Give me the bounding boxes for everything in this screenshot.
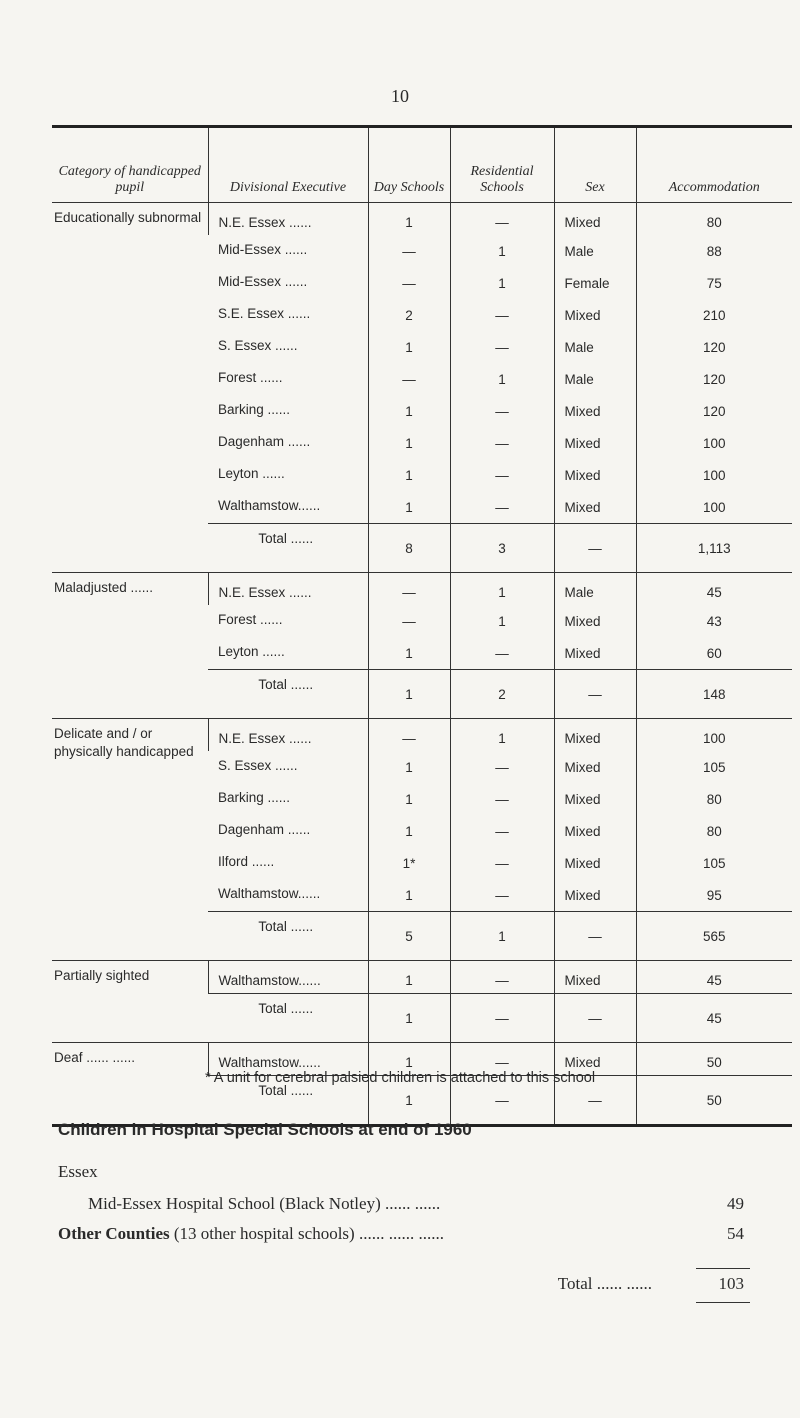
total-residential: 1	[450, 912, 554, 961]
total-bottom-rule	[696, 1302, 750, 1303]
divisional-cell: Walthamstow......	[208, 961, 368, 994]
divisional-cell: Dagenham ......	[218, 822, 311, 837]
divisional-cell: Dagenham ......	[218, 434, 311, 449]
total-accommodation: 565	[636, 912, 792, 961]
divisional-cell: N.E. Essex ......	[208, 719, 368, 752]
divisional-cell: Leyton ......	[218, 644, 285, 659]
page-number: 10	[391, 86, 409, 106]
accommodation-cell: 120	[636, 395, 792, 427]
sex-cell: Male	[554, 331, 636, 363]
day-cell: 1	[368, 879, 450, 912]
day-cell: 1	[368, 331, 450, 363]
category-cell: Maladjusted ......	[52, 573, 208, 719]
table-row	[52, 719, 792, 752]
sex-cell: Mixed	[554, 395, 636, 427]
day-cell: 1	[368, 815, 450, 847]
residential-cell: —	[450, 1043, 554, 1076]
divisional-cell: Mid-Essex ......	[218, 274, 308, 289]
total-label: Total ......	[208, 524, 368, 573]
residential-cell: —	[450, 491, 554, 524]
special-schools-table	[52, 128, 792, 1124]
schools-table	[52, 125, 792, 1127]
hospital-total-line	[58, 1268, 758, 1300]
sex-cell: Mixed	[554, 847, 636, 879]
total-residential: 3	[450, 524, 554, 573]
table-row	[52, 573, 792, 606]
residential-cell: —	[450, 427, 554, 459]
other-counties-label: Other Counties	[58, 1224, 170, 1243]
header-residential: Residential Schools	[450, 128, 554, 203]
accommodation-cell: 45	[636, 961, 792, 994]
accommodation-cell: 95	[636, 879, 792, 912]
accommodation-cell: 100	[636, 491, 792, 524]
other-counties-value: 54	[727, 1224, 744, 1243]
accommodation-cell: 100	[636, 427, 792, 459]
residential-cell: 1	[450, 719, 554, 752]
day-cell: —	[368, 605, 450, 637]
day-cell: —	[368, 267, 450, 299]
total-residential: —	[450, 1076, 554, 1125]
sex-cell: Mixed	[554, 427, 636, 459]
table-header-row	[52, 128, 792, 203]
total-top-rule	[696, 1268, 750, 1269]
residential-cell: —	[450, 459, 554, 491]
divisional-cell: Leyton ......	[218, 466, 285, 481]
hospital-section	[58, 1120, 758, 1300]
accommodation-cell: 80	[636, 203, 792, 236]
accommodation-cell: 75	[636, 267, 792, 299]
day-cell: —	[368, 363, 450, 395]
sex-cell: Mixed	[554, 815, 636, 847]
divisional-cell: Walthamstow......	[208, 1043, 368, 1076]
table-row	[52, 961, 792, 994]
residential-cell: —	[450, 637, 554, 670]
divisional-cell: Forest ......	[218, 612, 283, 627]
sex-cell: Male	[554, 363, 636, 395]
residential-cell: —	[450, 783, 554, 815]
total-accommodation: 50	[636, 1076, 792, 1125]
hospital-total-value: 103	[718, 1274, 744, 1293]
residential-cell: —	[450, 961, 554, 994]
total-label: Total ......	[208, 1076, 368, 1125]
residential-cell: 1	[450, 235, 554, 267]
divisional-cell: N.E. Essex ......	[208, 203, 368, 236]
residential-cell: —	[450, 879, 554, 912]
residential-cell: —	[450, 847, 554, 879]
sex-cell: Male	[554, 573, 636, 606]
total-accommodation: 148	[636, 670, 792, 719]
accommodation-cell: 45	[636, 573, 792, 606]
category-cell: Partially sighted	[52, 961, 208, 1043]
hospital-region: Essex	[58, 1162, 98, 1181]
footnote: * A unit for cerebral palsied children is attached to this school	[204, 1070, 596, 1086]
category-cell: Educationally subnormal	[54, 210, 202, 225]
residential-cell: 1	[450, 267, 554, 299]
accommodation-cell: 50	[636, 1043, 792, 1076]
day-cell: 1	[368, 751, 450, 783]
divisional-cell: S.E. Essex ......	[218, 306, 311, 321]
total-day: 1	[368, 1076, 450, 1125]
day-cell: —	[368, 573, 450, 606]
divisional-cell: Ilford ......	[218, 854, 275, 869]
sex-cell: Female	[554, 267, 636, 299]
sex-cell: Mixed	[554, 637, 636, 670]
accommodation-cell: 105	[636, 751, 792, 783]
sex-cell: Mixed	[554, 491, 636, 524]
category-cell: Delicate and / or physically handicapped	[52, 719, 208, 961]
day-cell: 1*	[368, 847, 450, 879]
day-cell: —	[368, 235, 450, 267]
table-row	[52, 203, 792, 236]
total-accommodation: 45	[636, 994, 792, 1043]
divisional-cell: Mid-Essex ......	[218, 242, 308, 257]
accommodation-cell: 80	[636, 783, 792, 815]
hospital-total-label: Total ...... ......	[557, 1274, 652, 1293]
sex-cell: Mixed	[554, 1043, 636, 1076]
total-day: 1	[368, 670, 450, 719]
accommodation-cell: 100	[636, 459, 792, 491]
header-day: Day Schools	[368, 128, 450, 203]
accommodation-cell: 43	[636, 605, 792, 637]
accommodation-cell: 210	[636, 299, 792, 331]
residential-cell: 1	[450, 573, 554, 606]
day-cell: 1	[368, 783, 450, 815]
mid-essex-value: 49	[727, 1194, 744, 1213]
divisional-cell: Walthamstow......	[218, 886, 321, 901]
total-sex: —	[554, 670, 636, 719]
total-day: 1	[368, 994, 450, 1043]
accommodation-cell: 100	[636, 719, 792, 752]
sex-cell: Mixed	[554, 961, 636, 994]
day-cell: 2	[368, 299, 450, 331]
day-cell: 1	[368, 961, 450, 994]
day-cell: 1	[368, 459, 450, 491]
residential-cell: —	[450, 203, 554, 236]
sex-cell: Mixed	[554, 719, 636, 752]
mid-essex-label: Mid-Essex Hospital School (Black Notley) ...... ......	[88, 1194, 441, 1213]
total-sex: —	[554, 994, 636, 1043]
divisional-cell: N.E. Essex ......	[208, 573, 368, 606]
total-residential: —	[450, 994, 554, 1043]
total-sex: —	[554, 912, 636, 961]
sex-cell: Mixed	[554, 605, 636, 637]
residential-cell: —	[450, 331, 554, 363]
residential-cell: —	[450, 395, 554, 427]
total-day: 5	[368, 912, 450, 961]
total-accommodation: 1,113	[636, 524, 792, 573]
divisional-cell: S. Essex ......	[218, 758, 298, 773]
accommodation-cell: 120	[636, 363, 792, 395]
residential-cell: 1	[450, 605, 554, 637]
accommodation-cell: 60	[636, 637, 792, 670]
header-category: Category of handicapped pupil	[52, 128, 208, 203]
day-cell: 1	[368, 1043, 450, 1076]
day-cell: 1	[368, 637, 450, 670]
other-counties-line	[58, 1224, 758, 1254]
sex-cell: Mixed	[554, 459, 636, 491]
divisional-cell: Walthamstow......	[218, 498, 321, 513]
total-label: Total ......	[208, 670, 368, 719]
residential-cell: —	[450, 751, 554, 783]
total-sex: —	[554, 1076, 636, 1125]
divisional-cell: Barking ......	[218, 402, 291, 417]
day-cell: —	[368, 719, 450, 752]
day-cell: 1	[368, 395, 450, 427]
sex-cell: Male	[554, 235, 636, 267]
other-counties-detail: (13 other hospital schools) ...... ...... ......	[169, 1224, 444, 1243]
table-body	[52, 203, 792, 1125]
accommodation-cell: 88	[636, 235, 792, 267]
sex-cell: Mixed	[554, 299, 636, 331]
residential-cell: —	[450, 299, 554, 331]
total-sex: —	[554, 524, 636, 573]
residential-cell: 1	[450, 363, 554, 395]
hospital-title: Children in Hospital Special Schools at end of 1960	[58, 1120, 472, 1139]
total-residential: 2	[450, 670, 554, 719]
day-cell: 1	[368, 203, 450, 236]
header-sex: Sex	[554, 128, 636, 203]
divisional-cell: Barking ......	[218, 790, 291, 805]
divisional-cell: Forest ......	[218, 370, 283, 385]
total-day: 8	[368, 524, 450, 573]
category-cell: Deaf ...... ......	[52, 1043, 208, 1125]
header-divisional: Divisional Executive	[208, 128, 368, 203]
sex-cell: Mixed	[554, 783, 636, 815]
accommodation-cell: 105	[636, 847, 792, 879]
accommodation-cell: 80	[636, 815, 792, 847]
total-label: Total ......	[208, 912, 368, 961]
sex-cell: Mixed	[554, 751, 636, 783]
total-label: Total ......	[208, 994, 368, 1043]
sex-cell: Mixed	[554, 879, 636, 912]
accommodation-cell: 120	[636, 331, 792, 363]
day-cell: 1	[368, 491, 450, 524]
day-cell: 1	[368, 427, 450, 459]
divisional-cell: S. Essex ......	[218, 338, 298, 353]
mid-essex-line	[58, 1194, 758, 1224]
sex-cell: Mixed	[554, 203, 636, 236]
residential-cell: —	[450, 815, 554, 847]
header-accommodation: Accommodation	[636, 128, 792, 203]
